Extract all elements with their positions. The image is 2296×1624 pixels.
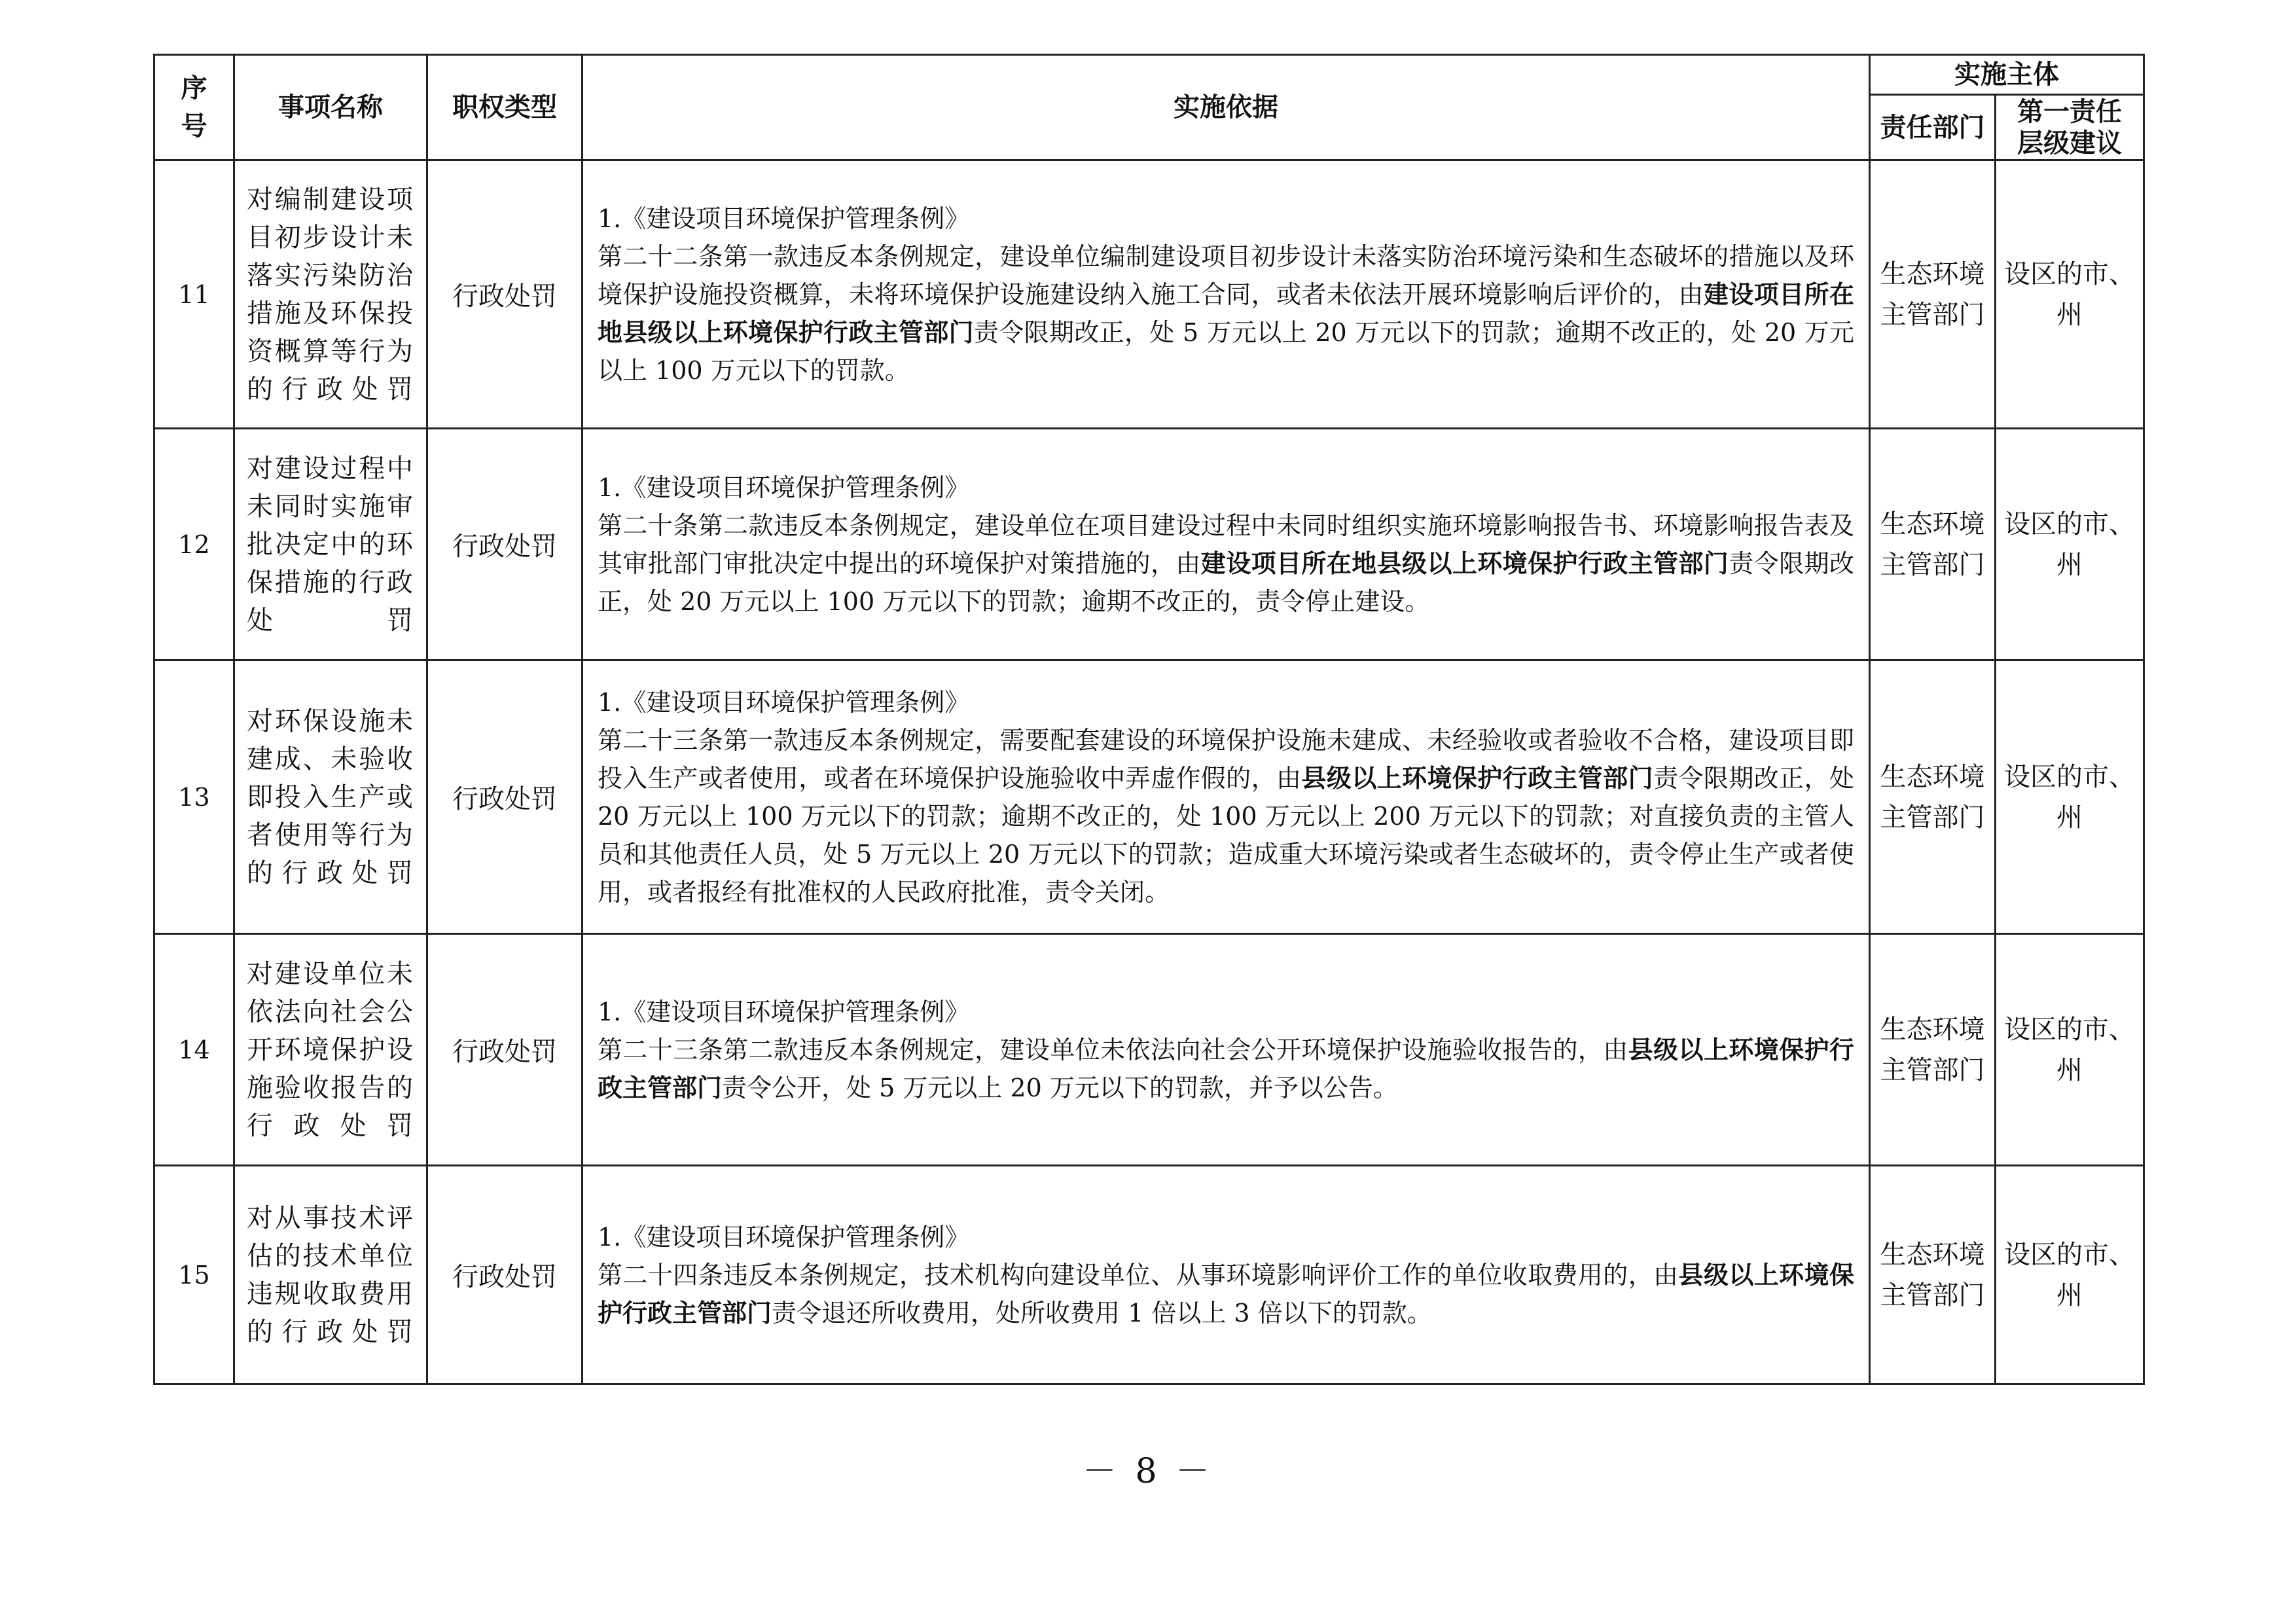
item-name: 对从事技术评估的技术单位违规收取费用的行政处罚 bbox=[234, 1166, 427, 1384]
table-row bbox=[154, 160, 2144, 429]
basis-text: 责令限期改正，处 20 万元以上 100 万元以下的罚款；逾期不改正的，责令停止建设。 bbox=[598, 549, 1854, 616]
first-level: 设区的市、州 bbox=[1996, 1166, 2144, 1384]
basis-authority: 县级以上环境保护行政主管部门 bbox=[598, 1034, 1854, 1102]
basis-text: 责令限期改正，处 20 万元以上 100 万元以下的罚款；逾期不改正的，处 100 万元以上 200 万元以下的罚款；对直接负责的主管人员和其他责任人员，处 5 万元以上 20 万元以下的罚款；造成重大环境污染或者生态破坏的，责令停止生产或者使用，或者报经有批准权的人民政府批准，责令关闭。 bbox=[598, 763, 1854, 907]
authority-type: 行政处罚 bbox=[427, 429, 583, 660]
basis-authority: 建设项目所在地县级以上环境保护行政主管部门 bbox=[1200, 548, 1729, 578]
first-level: 设区的市、州 bbox=[1996, 160, 2144, 429]
header-dept: 责任部门 bbox=[1870, 95, 1996, 160]
legal-basis bbox=[583, 429, 1870, 660]
basis-text: 责令限期改正，处 5 万元以上 20 万元以下的罚款；逾期不改正的，处 20 万元以上 100 万元以下的罚款。 bbox=[598, 317, 1854, 385]
basis-title: 1.《建设项目环境保护管理条例》 bbox=[598, 997, 970, 1026]
basis-text: 责令公开，处 5 万元以上 20 万元以下的罚款，并予以公告。 bbox=[722, 1073, 1398, 1102]
table-row bbox=[154, 429, 2144, 660]
basis-title: 1.《建设项目环境保护管理条例》 bbox=[598, 687, 970, 717]
table-row bbox=[154, 934, 2144, 1166]
row-number: 12 bbox=[154, 429, 234, 660]
item-name: 对环保设施未建成、未验收即投入生产或者使用等行为的行政处罚 bbox=[234, 660, 427, 934]
row-number: 11 bbox=[154, 160, 234, 429]
header-name: 事项名称 bbox=[234, 55, 427, 160]
basis-title: 1.《建设项目环境保护管理条例》 bbox=[598, 473, 970, 502]
basis-authority: 县级以上环境保护行政主管部门 bbox=[1301, 763, 1654, 793]
enforcement-items-table bbox=[153, 54, 2145, 1385]
header-no: 序号 bbox=[154, 55, 234, 160]
responsible-dept: 生态环境主管部门 bbox=[1870, 660, 1996, 934]
authority-type: 行政处罚 bbox=[427, 1166, 583, 1384]
responsible-dept: 生态环境主管部门 bbox=[1870, 1166, 1996, 1384]
first-level: 设区的市、州 bbox=[1996, 429, 2144, 660]
legal-basis bbox=[583, 934, 1870, 1166]
responsible-dept: 生态环境主管部门 bbox=[1870, 160, 1996, 429]
row-number: 13 bbox=[154, 660, 234, 934]
basis-text: 第二十四条违反本条例规定，技术机构向建设单位、从事环境影响评价工作的单位收取费用的，由 bbox=[598, 1260, 1679, 1290]
responsible-dept: 生态环境主管部门 bbox=[1870, 934, 1996, 1166]
row-number: 14 bbox=[154, 934, 234, 1166]
basis-text: 第二十三条第一款违反本条例规定，需要配套建设的环境保护设施未建成、未经验收或者验收不合格，建设项目即投入生产或者使用，或者在环境保护设施验收中弄虚作假的，由 bbox=[598, 725, 1854, 793]
basis-text: 第二十三条第二款违反本条例规定，建设单位未依法向社会公开环境保护设施验收报告的，由 bbox=[598, 1035, 1628, 1064]
item-name: 对建设单位未依法向社会公开环境保护设施验收报告的行政处罚 bbox=[234, 934, 427, 1166]
basis-authority: 县级以上环境保护行政主管部门 bbox=[598, 1259, 1854, 1327]
basis-text: 第二十二条第一款违反本条例规定，建设单位编制建设项目初步设计未落实防治环境污染和生态破坏的措施以及环境保护设施投资概算，未将环境保护设施建设纳入施工合同，或者未依法开展环境影响后评价的，由 bbox=[598, 242, 1854, 309]
basis-text: 责令退还所收费用，处所收费用 1 倍以上 3 倍以下的罚款。 bbox=[772, 1298, 1432, 1327]
responsible-dept: 生态环境主管部门 bbox=[1870, 429, 1996, 660]
item-name: 对建设过程中未同时实施审批决定中的环保措施的行政处罚 bbox=[234, 429, 427, 660]
header-level: 第一责任层级建议 bbox=[1996, 95, 2144, 160]
legal-basis bbox=[583, 1166, 1870, 1384]
basis-authority: 建设项目所在地县级以上环境保护行政主管部门 bbox=[598, 279, 1854, 347]
header-entity: 实施主体 bbox=[1870, 55, 2144, 95]
authority-type: 行政处罚 bbox=[427, 160, 583, 429]
legal-basis bbox=[583, 160, 1870, 429]
basis-title: 1.《建设项目环境保护管理条例》 bbox=[598, 1222, 970, 1252]
first-level: 设区的市、州 bbox=[1996, 660, 2144, 934]
item-name: 对编制建设项目初步设计未落实污染防治措施及环保投资概算等行为的行政处罚 bbox=[234, 160, 427, 429]
basis-title: 1.《建设项目环境保护管理条例》 bbox=[598, 204, 970, 233]
authority-type: 行政处罚 bbox=[427, 660, 583, 934]
table-row bbox=[154, 1166, 2144, 1384]
page-number: － 8 － bbox=[1082, 1452, 1214, 1491]
row-number: 15 bbox=[154, 1166, 234, 1384]
header-basis: 实施依据 bbox=[583, 55, 1870, 160]
table-row bbox=[154, 660, 2144, 934]
authority-type: 行政处罚 bbox=[427, 934, 583, 1166]
legal-basis bbox=[583, 660, 1870, 934]
first-level: 设区的市、州 bbox=[1996, 934, 2144, 1166]
basis-text: 第二十条第二款违反本条例规定，建设单位在项目建设过程中未同时组织实施环境影响报告书、环境影响报告表及其审批部门审批决定中提出的环境保护对策措施的，由 bbox=[598, 511, 1854, 578]
header-type: 职权类型 bbox=[427, 55, 583, 160]
